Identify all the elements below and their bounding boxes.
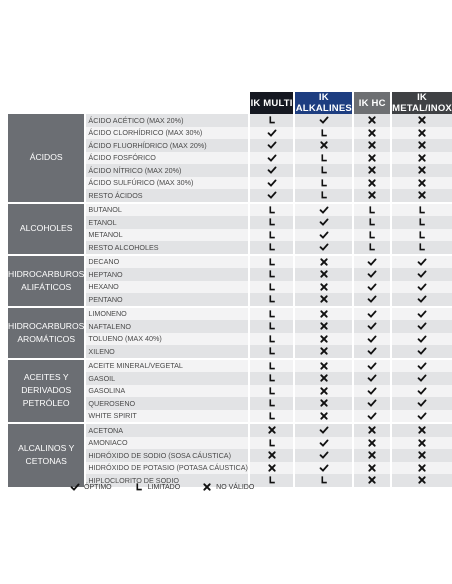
rating-cell [249, 255, 294, 269]
limited-icon [319, 165, 329, 175]
column-header-ik-multi: IK MULTI [249, 92, 294, 114]
cross-icon [202, 482, 212, 492]
check-icon [367, 321, 377, 331]
rating-cell [353, 189, 391, 203]
rating-cell [391, 320, 452, 333]
cross-icon [319, 294, 329, 304]
rating-cell [353, 410, 391, 424]
cross-icon [319, 257, 329, 267]
check-icon [367, 361, 377, 371]
rating-cell [391, 114, 452, 127]
rating-cell [249, 372, 294, 385]
chemical-name: TOLUENO (MAX 40%) [85, 333, 248, 346]
check-icon [319, 115, 329, 125]
cross-icon [417, 115, 427, 125]
limited-icon [267, 334, 277, 344]
table-row [8, 307, 452, 321]
rating-cell [249, 385, 294, 398]
check-icon [267, 190, 277, 200]
cross-icon [417, 463, 427, 473]
rating-cell [391, 255, 452, 269]
rating-cell [391, 164, 452, 177]
check-icon [417, 257, 427, 267]
cross-icon [267, 450, 277, 460]
rating-cell [391, 423, 452, 437]
limited-icon [417, 230, 427, 240]
table-row [8, 203, 452, 217]
limited-icon [267, 230, 277, 240]
rating-cell [353, 474, 391, 488]
cross-icon [367, 190, 377, 200]
cross-icon [417, 153, 427, 163]
rating-cell [294, 397, 353, 410]
rating-cell [294, 114, 353, 127]
check-icon [367, 257, 377, 267]
rating-cell [249, 462, 294, 475]
rating-cell [294, 372, 353, 385]
check-icon [267, 178, 277, 188]
chemical-name: HEXANO [85, 281, 248, 294]
cross-icon [417, 165, 427, 175]
category-label: ACEITES Y DERIVADOS PETRÓLEO [8, 359, 85, 424]
rating-cell [353, 177, 391, 190]
chemical-name: GASOIL [85, 372, 248, 385]
rating-cell [353, 385, 391, 398]
cross-icon [417, 140, 427, 150]
cross-icon [319, 361, 329, 371]
rating-cell [294, 345, 353, 359]
rating-cell [249, 203, 294, 217]
cross-icon [319, 398, 329, 408]
rating-cell [353, 139, 391, 152]
rating-cell [249, 127, 294, 140]
check-icon [267, 165, 277, 175]
chemical-name: AMONIACO [85, 437, 248, 450]
rating-cell [294, 410, 353, 424]
cross-icon [417, 190, 427, 200]
category-label: ALCALINOS Y CETONAS [8, 423, 85, 488]
check-icon [267, 153, 277, 163]
table-row [8, 423, 452, 437]
rating-cell [249, 164, 294, 177]
limited-icon [267, 321, 277, 331]
limited-icon [319, 475, 329, 485]
rating-cell [391, 139, 452, 152]
check-icon [267, 128, 277, 138]
cross-icon [367, 128, 377, 138]
limited-icon [267, 269, 277, 279]
limited-icon [319, 190, 329, 200]
check-icon [319, 242, 329, 252]
rating-cell [249, 281, 294, 294]
cross-icon [267, 463, 277, 473]
chemical-name: PENTANO [85, 293, 248, 307]
chemical-name: ACEITE MINERAL/VEGETAL [85, 359, 248, 373]
check-icon [417, 386, 427, 396]
cross-icon [319, 140, 329, 150]
rating-cell [294, 385, 353, 398]
rating-cell [353, 372, 391, 385]
chemical-name: HIDRÓXIDO DE SODIO (SOSA CÁUSTICA) [85, 449, 248, 462]
rating-cell [391, 152, 452, 165]
rating-cell [353, 320, 391, 333]
limited-icon [319, 178, 329, 188]
rating-cell [294, 139, 353, 152]
limited-icon [267, 257, 277, 267]
check-icon [417, 411, 427, 421]
rating-cell [391, 462, 452, 475]
rating-cell [391, 410, 452, 424]
limited-icon [267, 373, 277, 383]
table-row [8, 114, 452, 127]
chemical-name: ÁCIDO CLORHÍDRICO (MAX 30%) [85, 127, 248, 140]
check-icon [417, 269, 427, 279]
rating-cell [294, 268, 353, 281]
check-icon [319, 450, 329, 460]
rating-cell [353, 449, 391, 462]
rating-cell [391, 333, 452, 346]
rating-cell [294, 293, 353, 307]
rating-cell [353, 127, 391, 140]
legend-label: LIMITADO [147, 483, 181, 491]
rating-cell [249, 177, 294, 190]
limited-icon [267, 242, 277, 252]
rating-cell [249, 307, 294, 321]
chemical-name: GASOLINA [85, 385, 248, 398]
legend-label: ÓPTIMO [84, 483, 112, 491]
rating-cell [294, 127, 353, 140]
cross-icon [267, 425, 277, 435]
rating-cell [294, 164, 353, 177]
compatibility-table [8, 92, 452, 489]
chemical-name: ÁCIDO FLUORHÍDRICO (MAX 20%) [85, 139, 248, 152]
rating-cell [294, 333, 353, 346]
limited-icon [267, 361, 277, 371]
limited-icon [267, 205, 277, 215]
check-icon [367, 309, 377, 319]
rating-cell [353, 307, 391, 321]
column-header-ik-metal-inox: IK METAL/INOX [392, 92, 452, 114]
cross-icon [319, 309, 329, 319]
chemical-name: ÁCIDO FOSFÓRICO [85, 152, 248, 165]
chemical-name: BUTANOL [85, 203, 248, 217]
rating-cell [294, 216, 353, 229]
rating-cell [391, 449, 452, 462]
limited-icon [267, 294, 277, 304]
category-label: HIDROCARBUROS AROMÁTICOS [8, 307, 85, 359]
table-row [8, 359, 452, 373]
check-icon [417, 361, 427, 371]
limited-icon [267, 475, 277, 485]
limited-icon [267, 309, 277, 319]
rating-cell [249, 410, 294, 424]
rating-cell [353, 359, 391, 373]
rating-cell [294, 423, 353, 437]
rating-cell [353, 216, 391, 229]
rating-cell [353, 462, 391, 475]
rating-cell [353, 164, 391, 177]
rating-cell [249, 359, 294, 373]
limited-icon [267, 438, 277, 448]
chemical-name: QUEROSENO [85, 397, 248, 410]
rating-cell [391, 189, 452, 203]
rating-cell [353, 241, 391, 255]
limited-icon [417, 217, 427, 227]
rating-cell [391, 281, 452, 294]
rating-cell [294, 203, 353, 217]
rating-cell [391, 437, 452, 450]
limited-icon [267, 386, 277, 396]
check-icon [367, 346, 377, 356]
rating-cell [391, 203, 452, 217]
check-icon [367, 294, 377, 304]
legend-item [134, 482, 181, 492]
check-icon [367, 269, 377, 279]
rating-cell [249, 437, 294, 450]
rating-cell [249, 114, 294, 127]
rating-cell [249, 268, 294, 281]
check-icon [417, 346, 427, 356]
cross-icon [367, 153, 377, 163]
rating-cell [249, 423, 294, 437]
rating-cell [294, 462, 353, 475]
rating-cell [249, 229, 294, 242]
check-icon [417, 282, 427, 292]
rating-cell [391, 241, 452, 255]
limited-icon [367, 230, 377, 240]
rating-cell [391, 372, 452, 385]
rating-cell [249, 189, 294, 203]
cross-icon [319, 411, 329, 421]
rating-cell [391, 345, 452, 359]
cross-icon [319, 373, 329, 383]
check-icon [319, 205, 329, 215]
limited-icon [319, 128, 329, 138]
rating-cell [353, 268, 391, 281]
table-body [8, 114, 452, 488]
check-icon [417, 321, 427, 331]
rating-cell [353, 333, 391, 346]
check-icon [367, 386, 377, 396]
rating-cell [353, 345, 391, 359]
cross-icon [319, 321, 329, 331]
legend-item [202, 482, 254, 492]
cross-icon [319, 269, 329, 279]
rating-cell [391, 229, 452, 242]
cross-icon [319, 346, 329, 356]
rating-cell [249, 241, 294, 255]
rating-cell [294, 320, 353, 333]
rating-cell [249, 474, 294, 488]
rating-cell [391, 397, 452, 410]
cross-icon [417, 425, 427, 435]
column-header-ik-hc: IK HC [353, 92, 391, 114]
cross-icon [367, 475, 377, 485]
check-icon [319, 438, 329, 448]
limited-icon [319, 153, 329, 163]
legend [70, 482, 254, 492]
rating-cell [249, 320, 294, 333]
check-icon [417, 294, 427, 304]
chemical-name: RESTO ALCOHOLES [85, 241, 248, 255]
rating-cell [353, 152, 391, 165]
category-label: HIDROCARBUROS ALIFÁTICOS [8, 255, 85, 307]
rating-cell [391, 385, 452, 398]
cross-icon [367, 463, 377, 473]
check-icon [319, 463, 329, 473]
column-header-ik-alkalines: IK ALKALINES [295, 92, 352, 114]
check-icon [319, 230, 329, 240]
cross-icon [417, 438, 427, 448]
cross-icon [417, 128, 427, 138]
category-label: ÁCIDOS [8, 114, 85, 203]
limited-icon [134, 482, 144, 492]
check-icon [367, 398, 377, 408]
rating-cell [294, 189, 353, 203]
rating-cell [391, 268, 452, 281]
rating-cell [391, 359, 452, 373]
chemical-name: DECANO [85, 255, 248, 269]
legend-item [70, 482, 112, 492]
rating-cell [353, 437, 391, 450]
rating-cell [249, 397, 294, 410]
limited-icon [367, 242, 377, 252]
chemical-name: HIDRÓXIDO DE POTASIO (POTASA CÁUSTICA) [85, 462, 248, 475]
rating-cell [249, 333, 294, 346]
cross-icon [367, 178, 377, 188]
limited-icon [267, 115, 277, 125]
rating-cell [294, 255, 353, 269]
rating-cell [294, 437, 353, 450]
cross-icon [367, 425, 377, 435]
rating-cell [294, 241, 353, 255]
rating-cell [353, 397, 391, 410]
cross-icon [417, 475, 427, 485]
rating-cell [294, 359, 353, 373]
rating-cell [391, 127, 452, 140]
limited-icon [367, 217, 377, 227]
check-icon [367, 411, 377, 421]
limited-icon [267, 411, 277, 421]
chemical-name: WHITE SPIRIT [85, 410, 248, 424]
cross-icon [319, 334, 329, 344]
rating-cell [249, 139, 294, 152]
rating-cell [249, 216, 294, 229]
limited-icon [267, 282, 277, 292]
rating-cell [353, 203, 391, 217]
rating-cell [391, 177, 452, 190]
chemical-name: METANOL [85, 229, 248, 242]
rating-cell [353, 293, 391, 307]
rating-cell [353, 114, 391, 127]
rating-cell [391, 293, 452, 307]
check-icon [267, 140, 277, 150]
limited-icon [367, 205, 377, 215]
cross-icon [367, 165, 377, 175]
chemical-name: NAFTALENO [85, 320, 248, 333]
chemical-name: ÁCIDO ACÉTICO (MAX 20%) [85, 114, 248, 127]
check-icon [319, 425, 329, 435]
rating-cell [294, 281, 353, 294]
chemical-name: LIMONENO [85, 307, 248, 321]
check-icon [367, 373, 377, 383]
legend-label: NO VÁLIDO [216, 483, 255, 491]
rating-cell [294, 229, 353, 242]
check-icon [417, 334, 427, 344]
rating-cell [294, 307, 353, 321]
chemical-name: ACETONA [85, 423, 248, 437]
chemical-name: ÁCIDO SULFÚRICO (MAX 30%) [85, 177, 248, 190]
chemical-name: ÁCIDO NÍTRICO (MAX 20%) [85, 164, 248, 177]
rating-cell [249, 293, 294, 307]
rating-cell [391, 307, 452, 321]
category-label: ALCOHOLES [8, 203, 85, 255]
rating-cell [249, 449, 294, 462]
check-icon [417, 309, 427, 319]
limited-icon [417, 205, 427, 215]
limited-icon [417, 242, 427, 252]
rating-cell [353, 255, 391, 269]
limited-icon [267, 398, 277, 408]
chemical-name: XILENO [85, 345, 248, 359]
check-icon [367, 282, 377, 292]
rating-cell [294, 152, 353, 165]
rating-cell [249, 345, 294, 359]
check-icon [70, 482, 80, 492]
rating-cell [294, 474, 353, 488]
rating-cell [294, 449, 353, 462]
check-icon [319, 217, 329, 227]
check-icon [417, 373, 427, 383]
check-icon [417, 398, 427, 408]
cross-icon [367, 115, 377, 125]
chemical-name: HEPTANO [85, 268, 248, 281]
limited-icon [267, 346, 277, 356]
cross-icon [417, 450, 427, 460]
cross-icon [367, 450, 377, 460]
rating-cell [353, 423, 391, 437]
cross-icon [319, 282, 329, 292]
rating-cell [391, 216, 452, 229]
cross-icon [367, 438, 377, 448]
chemical-name: HIPLOCLORITO DE SODIO [85, 474, 248, 488]
rating-cell [391, 474, 452, 488]
table-row [8, 255, 452, 269]
check-icon [367, 334, 377, 344]
rating-cell [353, 229, 391, 242]
header-row [8, 92, 452, 114]
chemical-name: RESTO ÁCIDOS [85, 189, 248, 203]
cross-icon [417, 178, 427, 188]
limited-icon [267, 217, 277, 227]
rating-cell [249, 152, 294, 165]
chemical-name: ETANOL [85, 216, 248, 229]
cross-icon [319, 386, 329, 396]
rating-cell [353, 281, 391, 294]
cross-icon [367, 140, 377, 150]
rating-cell [294, 177, 353, 190]
